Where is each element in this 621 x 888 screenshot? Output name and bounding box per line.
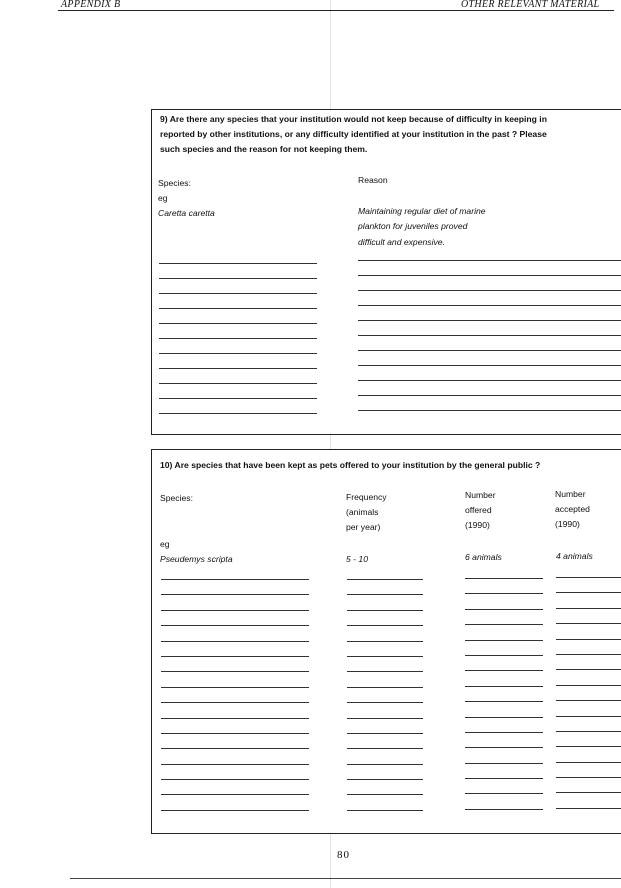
header-right: OTHER RELEVANT MATERIAL <box>461 0 600 10</box>
answer-line <box>465 578 543 579</box>
q10-eg-label: eg <box>160 539 170 549</box>
q9-reason-header: Reason <box>358 175 388 185</box>
answer-line <box>159 293 317 294</box>
answer-line <box>358 320 621 321</box>
answer-line <box>347 625 423 626</box>
answer-line <box>347 779 423 780</box>
q9-species-header: Species: <box>158 178 191 188</box>
answer-line <box>161 794 309 795</box>
answer-line <box>465 686 543 687</box>
answer-line <box>358 335 621 336</box>
answer-line <box>347 702 423 703</box>
answer-line <box>159 263 317 264</box>
answer-line <box>159 413 317 414</box>
answer-line <box>465 793 543 794</box>
answer-line <box>358 410 621 411</box>
answer-line <box>159 368 317 369</box>
answer-line <box>465 809 543 810</box>
answer-line <box>465 763 543 764</box>
answer-line <box>347 687 423 688</box>
answer-line <box>161 671 309 672</box>
answer-line <box>161 610 309 611</box>
answer-line <box>465 747 543 748</box>
question-9-line-3: such species and the reason for not keeping them. <box>160 144 368 154</box>
answer-line <box>556 685 621 686</box>
answer-line <box>161 656 309 657</box>
question-9-line-2: reported by other institutions, or any difficulty identified at your institution in the past ? Please <box>160 129 547 139</box>
q10-offered-header-line-1: Number <box>465 490 496 500</box>
q9-example-species: Caretta caretta <box>158 208 215 218</box>
answer-line <box>465 732 543 733</box>
answer-line <box>556 716 621 717</box>
answer-line <box>556 808 621 809</box>
q9-reason-answer-lines <box>358 260 621 425</box>
answer-line <box>556 639 621 640</box>
question-10-box <box>151 449 621 834</box>
answer-line <box>161 733 309 734</box>
answer-line <box>465 670 543 671</box>
answer-line <box>347 641 423 642</box>
q10-frequency-header-line-3: per year) <box>346 522 381 532</box>
q10-frequency-answer-lines <box>347 579 423 825</box>
answer-line <box>358 395 621 396</box>
answer-line <box>347 671 423 672</box>
answer-line <box>347 579 423 580</box>
q9-example-reason-line-3: difficult and expensive. <box>358 237 445 247</box>
answer-line <box>556 608 621 609</box>
header-rule <box>58 10 614 11</box>
answer-line <box>465 717 543 718</box>
answer-line <box>159 323 317 324</box>
footer-rule <box>70 878 621 879</box>
answer-line <box>159 398 317 399</box>
answer-line <box>347 748 423 749</box>
q10-example-frequency: 5 - 10 <box>346 554 368 564</box>
answer-line <box>556 577 621 578</box>
q10-frequency-header-line-1: Frequency <box>346 492 387 502</box>
header-left: APPENDIX B <box>61 0 121 10</box>
answer-line <box>465 778 543 779</box>
answer-line <box>465 609 543 610</box>
answer-line <box>161 748 309 749</box>
q9-species-answer-lines <box>159 263 317 428</box>
answer-line <box>358 290 621 291</box>
answer-line <box>161 687 309 688</box>
q10-offered-answer-lines <box>465 578 543 824</box>
q10-accepted-header-line-3: (1990) <box>555 519 580 529</box>
q10-species-header: Species: <box>160 493 193 503</box>
answer-line <box>556 623 621 624</box>
q10-species-answer-lines <box>161 579 309 825</box>
answer-line <box>161 641 309 642</box>
q10-frequency-header-line-2: (animals <box>346 507 379 517</box>
answer-line <box>347 794 423 795</box>
q9-example-reason-line-2: plankton for juveniles proved <box>358 221 468 231</box>
answer-line <box>161 810 309 811</box>
answer-line <box>465 655 543 656</box>
answer-line <box>358 380 621 381</box>
answer-line <box>347 733 423 734</box>
answer-line <box>556 762 621 763</box>
answer-line <box>465 640 543 641</box>
q10-example-species: Pseudemys scripta <box>160 554 233 564</box>
question-9-line-1: 9) Are there any species that your institution would not keep because of difficulty in keeping in <box>160 114 547 124</box>
q9-eg-label: eg <box>158 193 168 203</box>
answer-line <box>161 764 309 765</box>
q10-accepted-header-line-2: accepted <box>555 504 590 514</box>
answer-line <box>358 365 621 366</box>
answer-line <box>556 669 621 670</box>
answer-line <box>161 702 309 703</box>
q10-offered-header-line-2: offered <box>465 505 492 515</box>
q9-example-reason-line-1: Maintaining regular diet of marine <box>358 206 486 216</box>
answer-line <box>358 305 621 306</box>
answer-line <box>347 718 423 719</box>
answer-line <box>465 593 543 594</box>
answer-line <box>347 764 423 765</box>
answer-line <box>159 353 317 354</box>
question-9-text <box>160 112 621 157</box>
answer-line <box>556 700 621 701</box>
answer-line <box>159 308 317 309</box>
answer-line <box>347 810 423 811</box>
page-number: 80 <box>337 849 350 861</box>
answer-line <box>556 654 621 655</box>
answer-line <box>556 731 621 732</box>
answer-line <box>347 594 423 595</box>
answer-line <box>159 278 317 279</box>
answer-line <box>161 579 309 580</box>
answer-line <box>347 656 423 657</box>
q10-example-accepted: 4 animals <box>556 551 593 561</box>
question-10-text: 10) Are species that have been kept as pets offered to your institution by the general public ? <box>160 460 541 470</box>
answer-line <box>161 718 309 719</box>
q10-accepted-answer-lines <box>556 577 621 823</box>
answer-line <box>556 746 621 747</box>
answer-line <box>161 625 309 626</box>
answer-line <box>556 792 621 793</box>
answer-line <box>556 777 621 778</box>
answer-line <box>347 610 423 611</box>
question-9-box <box>151 109 621 435</box>
answer-line <box>161 594 309 595</box>
answer-line <box>465 701 543 702</box>
q10-offered-header-line-3: (1990) <box>465 520 490 530</box>
answer-line <box>159 383 317 384</box>
answer-line <box>358 260 621 261</box>
answer-line <box>358 275 621 276</box>
answer-line <box>556 592 621 593</box>
answer-line <box>161 779 309 780</box>
answer-line <box>159 338 317 339</box>
answer-line <box>358 350 621 351</box>
q10-example-offered: 6 animals <box>465 552 502 562</box>
q10-accepted-header-line-1: Number <box>555 489 586 499</box>
answer-line <box>465 624 543 625</box>
